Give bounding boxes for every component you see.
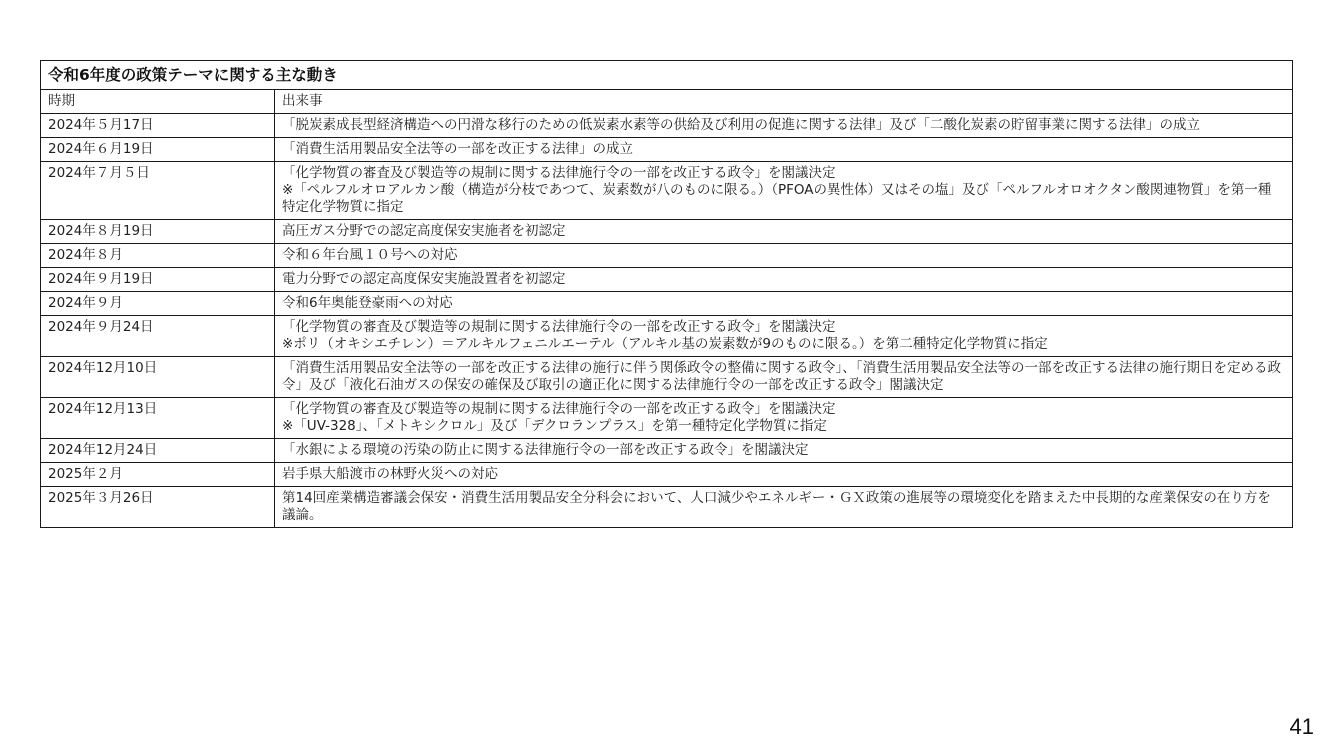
row-event-line: 令和6年奥能登豪雨への対応 [282, 295, 453, 311]
row-event [275, 244, 1293, 268]
table-row [41, 220, 1293, 244]
row-event-line: ※「ペルフルオロアルカン酸（構造が分枝であつて、炭素数が八のものに限る。）（PFOAの異性体）又はその塩」及び「ペルフルオロオクタン酸関連物質」を第一種特定化学物質に指定 [282, 182, 1272, 215]
row-date: 2024年８月19日 [41, 220, 275, 244]
table-row [41, 439, 1293, 463]
row-event-line: 第14回産業構造審議会保安・消費生活用製品安全分科会において、人口減少やエネルギー・ＧＸ政策の進展等の環境変化を踏まえた中長期的な産業保安の在り方を議論。 [282, 490, 1271, 523]
row-event-line: 「消費生活用製品安全法等の一部を改正する法律」の成立 [282, 141, 633, 157]
row-event-line: 令和６年台風１０号への対応 [282, 247, 458, 263]
row-date: 2024年８月 [41, 244, 275, 268]
table-caption-row [41, 61, 1293, 90]
row-date: 2024年６月19日 [41, 138, 275, 162]
row-event [275, 162, 1293, 220]
table-header-row [41, 90, 1293, 114]
table-row [41, 162, 1293, 220]
row-event [275, 439, 1293, 463]
row-event [275, 292, 1293, 316]
row-event-line: 「脱炭素成長型経済構造への円滑な移行のための低炭素水素等の供給及び利用の促進に関する法律」及び「二酸化炭素の貯留事業に関する法律」の成立 [282, 117, 1200, 133]
row-date: 2024年７月５日 [41, 162, 275, 220]
row-event [275, 398, 1293, 439]
row-event-line: 岩手県大船渡市の林野火災への対応 [282, 466, 498, 482]
table-row [41, 357, 1293, 398]
table-row [41, 138, 1293, 162]
table-row [41, 114, 1293, 138]
table-body [41, 114, 1293, 528]
row-event [275, 220, 1293, 244]
row-date: 2024年９月19日 [41, 268, 275, 292]
header-event: 出来事 [275, 90, 1293, 114]
row-date: 2024年９月24日 [41, 316, 275, 357]
row-event-line: ※ポリ（オキシエチレン）＝アルキルフェニルエーテル（アルキル基の炭素数が9のものに限る。）を第二種特定化学物質に指定 [282, 336, 1048, 352]
row-event-line: 「化学物質の審査及び製造等の規制に関する法律施行令の一部を改正する政令」を閣議決定 [282, 401, 836, 417]
header-period: 時期 [41, 90, 275, 114]
table-row [41, 292, 1293, 316]
row-date: 2025年３月26日 [41, 487, 275, 528]
table-row [41, 268, 1293, 292]
row-event [275, 316, 1293, 357]
table-row [41, 463, 1293, 487]
row-date: 2024年12月13日 [41, 398, 275, 439]
row-event-line: 「水銀による環境の汚染の防止に関する法律施行令の一部を改正する政令」を閣議決定 [282, 442, 809, 458]
row-event-line: 「化学物質の審査及び製造等の規制に関する法律施行令の一部を改正する政令」を閣議決定 [282, 319, 836, 335]
table-row [41, 398, 1293, 439]
row-event-line: 「消費生活用製品安全法等の一部を改正する法律の施行に伴う関係政令の整備に関する政令」、「消費生活用製品安全法等の一部を改正する法律の施行期日を定める政令」及び「液化石油ガスの保安の確保及び取引の適正化に関する法律施行令の一部を改正する政令」閣議決定 [282, 360, 1281, 393]
table-row [41, 316, 1293, 357]
row-date: 2024年９月 [41, 292, 275, 316]
row-event-line: ※「UV-328」、「メトキシクロル」及び「デクロランプラス」を第一種特定化学物質に指定 [282, 418, 827, 434]
row-date: 2024年12月10日 [41, 357, 275, 398]
policy-events-table-container [40, 60, 1293, 528]
page-number: 41 [1289, 714, 1314, 739]
policy-events-table [40, 60, 1293, 528]
row-event [275, 357, 1293, 398]
row-date: 2024年12月24日 [41, 439, 275, 463]
row-event [275, 114, 1293, 138]
row-event [275, 487, 1293, 528]
table-row [41, 244, 1293, 268]
row-date: 2024年５月17日 [41, 114, 275, 138]
row-event [275, 268, 1293, 292]
row-event-line: 電力分野での認定高度保安実施設置者を初認定 [282, 271, 566, 287]
row-date: 2025年２月 [41, 463, 275, 487]
table-caption: 令和6年度の政策テーマに関する主な動き [41, 61, 1293, 90]
row-event [275, 138, 1293, 162]
row-event [275, 463, 1293, 487]
row-event-line: 「化学物質の審査及び製造等の規制に関する法律施行令の一部を改正する政令」を閣議決定 [282, 165, 836, 181]
table-row [41, 487, 1293, 528]
row-event-line: 高圧ガス分野での認定高度保安実施者を初認定 [282, 223, 566, 239]
